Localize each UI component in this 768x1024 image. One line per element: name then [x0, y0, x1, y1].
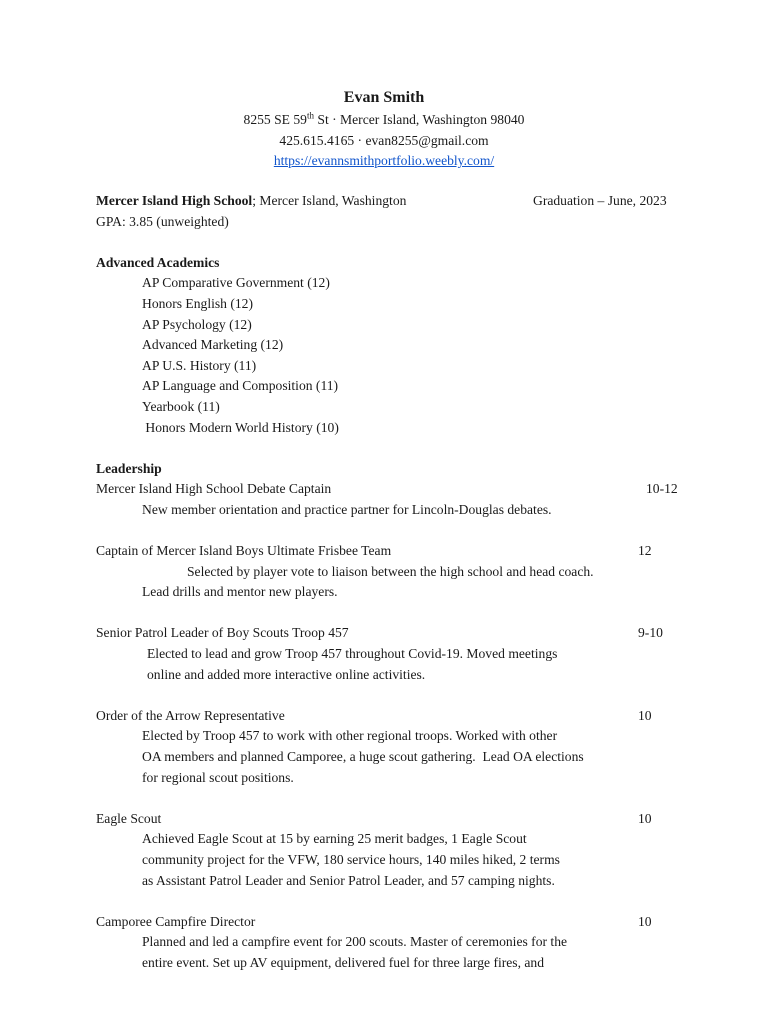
entry-grade: 10	[638, 810, 652, 826]
entry-description: entire event. Set up AV equipment, delivered fuel for three large fires, and	[142, 954, 545, 970]
course-item: Yearbook (11)	[142, 398, 220, 414]
course-item: AP Psychology (12)	[142, 316, 252, 332]
contact-line: 425.615.4165 · evan8255@gmail.com	[279, 132, 489, 148]
address-line	[0, 110, 768, 131]
course-item: Honors English (12)	[142, 295, 254, 311]
address-city: St · Mercer Island, Washington 98040	[314, 112, 525, 127]
entry-description: Elected to lead and grow Troop 457 throughout Covid-19. Moved meetings	[147, 646, 558, 662]
entry-description: New member orientation and practice partner for Lincoln-Douglas debates.	[142, 501, 552, 517]
gpa: GPA: 3.85 (unweighted)	[96, 213, 229, 229]
entry-description: OA members and planned Camporee, a huge scout gathering. Lead OA elections	[142, 749, 584, 765]
entry-title: Eagle Scout	[96, 810, 162, 826]
resume-body	[96, 191, 686, 974]
applicant-name: Evan Smith	[343, 89, 425, 106]
leadership-entry	[96, 809, 686, 891]
entry-description: Achieved Eagle Scout at 15 by earning 25 merit badges, 1 Eagle Scout	[142, 831, 527, 847]
section-heading-leadership: Leadership	[96, 460, 162, 476]
school-name: Mercer Island High School	[96, 193, 253, 208]
leadership-entry	[96, 479, 686, 520]
course-item: Honors Modern World History (10)	[142, 419, 339, 435]
section-heading-academics: Advanced Academics	[96, 254, 220, 270]
entry-description: Planned and led a campfire event for 200 scouts. Master of ceremonies for the	[142, 934, 568, 950]
course-list	[96, 273, 686, 438]
course-item: Advanced Marketing (12)	[142, 337, 284, 353]
entry-grade: 10	[638, 913, 652, 929]
entry-description: online and added more interactive online activities.	[147, 666, 426, 682]
entry-description: Lead drills and mentor new players.	[142, 584, 338, 600]
entry-grade: 12	[638, 543, 652, 559]
entry-title: Mercer Island High School Debate Captain	[96, 481, 332, 497]
education-row	[96, 191, 686, 212]
entry-grade: 10-12	[646, 481, 678, 497]
course-item: AP Language and Composition (11)	[142, 378, 339, 394]
entry-title: Senior Patrol Leader of Boy Scouts Troop 457	[96, 625, 349, 641]
entry-description: Selected by player vote to liaison between the high school and head coach.	[187, 563, 594, 579]
entry-grade: 9-10	[638, 625, 663, 641]
course-item: AP U.S. History (11)	[142, 357, 257, 373]
entry-title: Camporee Campfire Director	[96, 913, 256, 929]
leadership-entry	[96, 541, 686, 603]
entry-description: Elected by Troop 457 to work with other regional troops. Worked with other	[142, 728, 558, 744]
entry-title: Order of the Arrow Representative	[96, 707, 285, 723]
portfolio-link[interactable]: https://evannsmithportfolio.weebly.com/	[273, 153, 495, 169]
entry-description: community project for the VFW, 180 service hours, 140 miles hiked, 2 terms	[142, 852, 560, 867]
course-item: AP Comparative Government (12)	[142, 275, 330, 291]
school-location: ; Mercer Island, Washington	[252, 193, 407, 208]
leadership-entry	[96, 912, 686, 974]
graduation-date: Graduation – June, 2023	[533, 193, 667, 208]
resume-header	[0, 88, 768, 172]
entry-description: as Assistant Patrol Leader and Senior Patrol Leader, and 57 camping nights.	[142, 872, 555, 888]
address-ordinal: th	[306, 110, 314, 121]
entry-title: Captain of Mercer Island Boys Ultimate Frisbee Team	[96, 543, 392, 559]
leadership-entry	[96, 706, 686, 788]
leadership-entry	[96, 623, 686, 685]
entry-grade: 10	[638, 707, 652, 723]
entry-description: for regional scout positions.	[142, 769, 294, 785]
address-street: 8255 SE 59	[243, 112, 307, 127]
